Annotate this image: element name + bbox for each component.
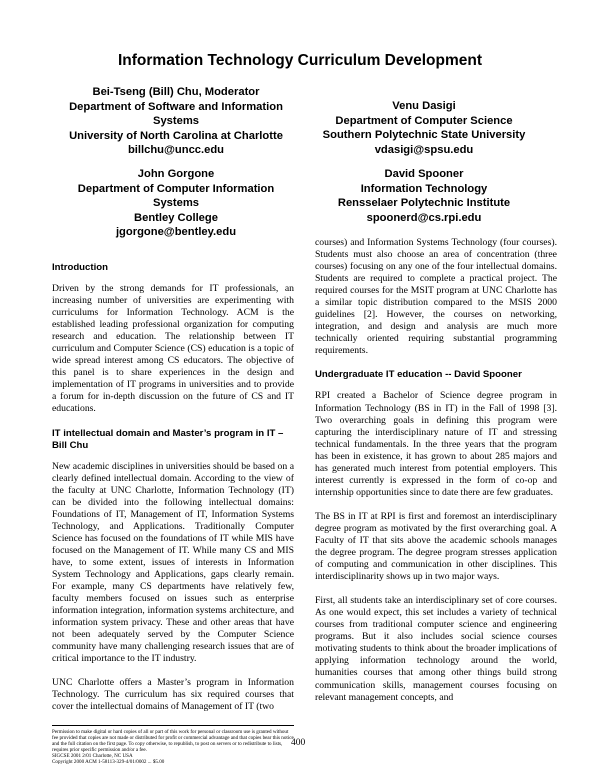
paragraph: courses) and Information Systems Technology (four courses). Students must also choose an area of concentration (three courses) focusing on any one of the four intellectual domains. Students are required to complete a practical project. The required courses for the MSIT program at UNC Charlotte has a similar topic distribution compared to the MSIS 2000 guidelines [2]. However, the courses on networking, integration, and design and analysis are much more technically oriented requiring substantial programming requirements.: [315, 237, 557, 357]
left-column: [52, 262, 294, 725]
section-heading-undergraduate-it: Undergraduate IT education -- David Spooner: [315, 369, 522, 381]
permission-text: Permission to make digital or hard copies of all or part of this work for personal or classroom use is granted without fee provided that copies are not made or distributed for profit or commercial advantage and that copies bear this notice and the full citation on the first page. To copy otherwise, to republish, to post on servers or to redistribute to lists, requires prior specific permission and/or a fee.: [52, 729, 294, 754]
author-affiliation: Information Technology: [360, 182, 488, 195]
conference-info: SIGCSE 2001 2/01 Charlotte, NC USA: [52, 753, 133, 760]
author-institution: Southern Polytechnic State University: [322, 129, 526, 141]
paragraph: UNC Charlotte offers a Master’s program in Information Technology. The curriculum has six required courses that cover the intellectual domains of Management of IT (two: [52, 677, 294, 713]
footnote-rule: [52, 725, 294, 726]
author-email: spoonerd@cs.rpi.edu: [366, 211, 482, 224]
author-affiliation: Systems: [152, 197, 200, 209]
author-name: Venu Dasigi: [392, 100, 456, 112]
author-institution: University of North Carolina at Charlotte: [69, 129, 283, 142]
author-email: billchu@uncc.edu: [127, 144, 225, 156]
permission-notice: [52, 729, 294, 766]
author-institution: Bentley College: [134, 211, 218, 224]
author-affiliation: Systems: [152, 115, 200, 127]
author-block-dasigi: [304, 99, 544, 157]
author-institution: Rensselaer Polytechnic Institute: [337, 197, 511, 209]
paper-title: Information Technology Curriculum Development: [118, 52, 482, 69]
paragraph: First, all students take an interdisciplinary set of core courses. As one would expect, this set includes a variety of technical courses from traditional computer science and engineering programs. But it also includes social science courses motivating students to think about the broader implications of applying information technology around the world, humanities courses that among other things build strong communication skills, management courses focusing on relevant management concepts, and: [315, 595, 557, 703]
author-block-spooner: [304, 167, 544, 225]
page-number: 400: [291, 738, 306, 748]
author-name: Bei-Tseng (Bill) Chu, Moderator: [92, 86, 260, 98]
author-block-chu: [56, 85, 296, 158]
paragraph: Driven by the strong demands for IT professionals, an increasing number of universities are experimenting with curriculums for Information Technology. ACM is the established leading professional organization for computing research and education. The relationship between IT curriculum and Computer Science (CS) education is a topic of wide spread interest among CS educators. The objective of this panel is to share experiences in the design and implementation of IT programs in universities and to provide a forum for in-depth discussion on the future of CS and IT educations.: [52, 283, 294, 415]
author-affiliation: Department of Software and Information: [69, 100, 283, 113]
section-heading-it-domain: IT intellectual domain and Master’s program in IT – Bill Chu: [52, 427, 284, 451]
paragraph: The BS in IT at RPI is first and foremost an interdisciplinary degree program as motivated by the first overarching goal. A Faculty of IT that sits above the academic schools manages the degree program. The degree program stresses application of computing and communication in other disciplines. This interdisciplinarity shows up in two major ways.: [315, 510, 557, 583]
copyright-line: Copyright 2000 ACM 1-58113-329-4/01/0002 ... $5.00: [52, 759, 165, 766]
paragraph: New academic disciplines in universities should be based on a clearly defined intellectual domain. According to the view of the faculty at UNC Charlotte, Information Technology (IT) can be divided into the following intellectual domains: Foundations of IT, Management of IT, Information Systems Technology, and Applications. Traditionally Computer Science has focused on the foundations of IT while MIS have focused on the Management of IT. While many CS and MIS have, to some extent, issues of interests in Information System Technology and Applications, gaps clearly remain. For example, many CS departments have relatively few, faculty members focused on issues such as enterprise information integration, information systems architecture, and information system privacy. These and other areas that have not been adequately served by the Computer Science community have many challenging research issues that are of critical importance to the IT industry.: [52, 460, 294, 665]
author-name: David Spooner: [384, 168, 464, 180]
author-affiliation: Department of Computer Information: [77, 182, 275, 195]
right-column: [315, 237, 557, 716]
author-name: John Gorgone: [137, 168, 215, 180]
paragraph: RPI created a Bachelor of Science degree program in Information Technology (BS in IT) in the Fall of 1998 [3]. Two overarching goals in defining this program were capturing the interdisciplinary nature of IT and stressing technical fundamentals. In the three years that the program has been in existence, it has grown to about 285 majors and has generated much interest from potential employers. This interest currently is expressed in the form of co-op and internship opportunities since to date there are few graduates.: [315, 390, 557, 498]
section-heading-introduction: Introduction: [52, 262, 108, 273]
author-block-gorgone: [56, 167, 296, 240]
author-email: jgorgone@bentley.edu: [115, 226, 237, 238]
author-email: vdasigi@spsu.edu: [374, 143, 474, 156]
author-affiliation: Department of Computer Science: [335, 114, 513, 127]
